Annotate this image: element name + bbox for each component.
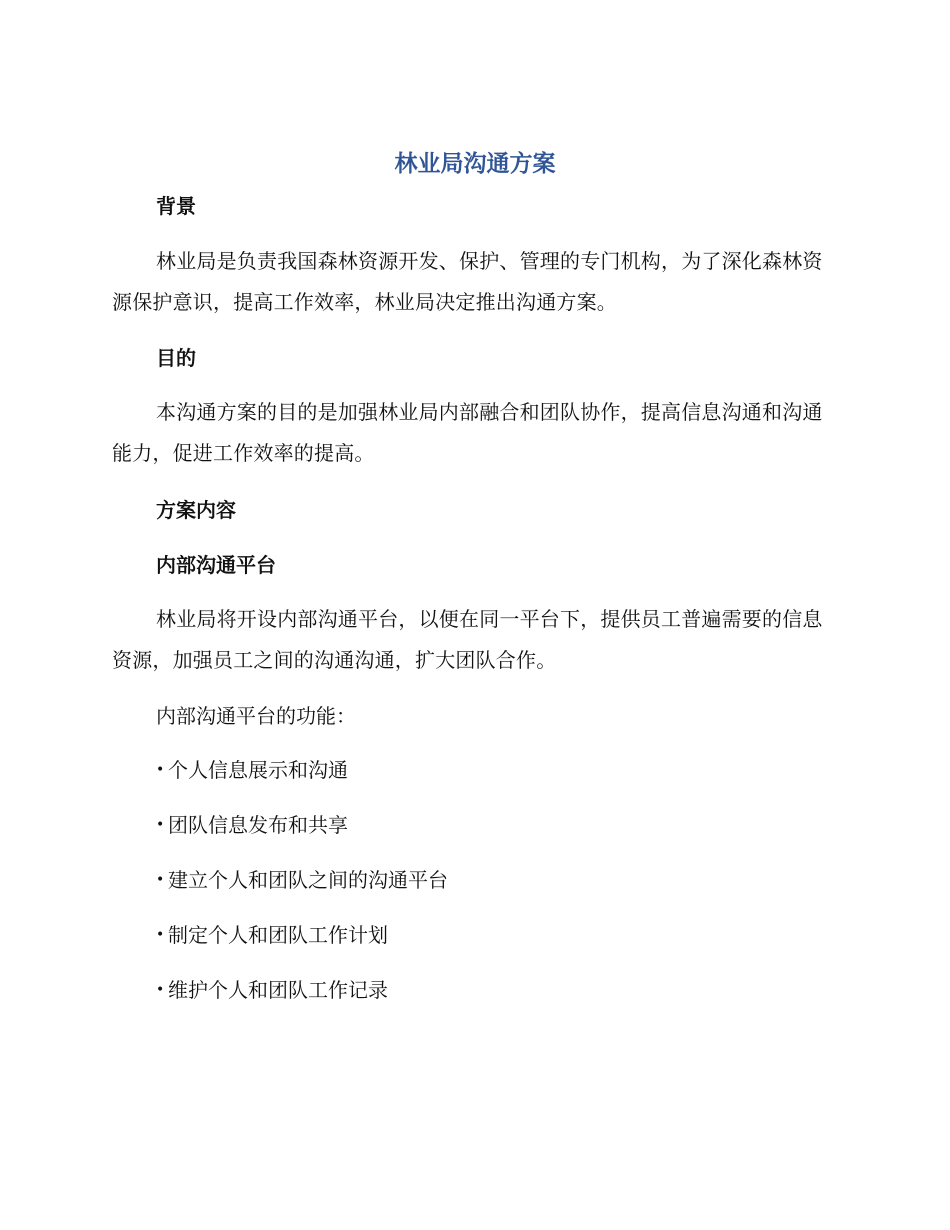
bullet-icon: • [156,762,165,778]
functions-list [156,755,448,1030]
list-item [156,975,448,1005]
list-item-text: 制定个人和团队工作计划 [168,923,388,947]
list-item [156,920,448,950]
list-item [156,755,448,785]
section-heading-platform: 内部沟通平台 [156,553,276,577]
purpose-paragraph: 本沟通方案的目的是加强林业局内部融合和团队协作，提高信息沟通和沟通能力，促进工作效率的提高。 [112,400,823,465]
bullet-icon: • [156,872,165,888]
list-item-text: 维护个人和团队工作记录 [168,978,388,1002]
section-heading-purpose: 目的 [156,346,196,370]
section-heading-background: 背景 [156,194,196,218]
bullet-icon: • [156,817,165,833]
list-item-text: 个人信息展示和沟通 [168,758,348,782]
list-item-text: 团队信息发布和共享 [168,813,348,837]
list-item [156,810,448,840]
list-item [156,865,448,895]
platform-paragraph: 林业局将开设内部沟通平台，以便在同一平台下，提供员工普遍需要的信息资源，加强员工之间的沟通沟通，扩大团队合作。 [112,607,823,672]
list-item-text: 建立个人和团队之间的沟通平台 [168,868,448,892]
page-title: 林业局沟通方案 [394,151,556,177]
background-paragraph: 林业局是负责我国森林资源开发、保护、管理的专门机构，为了深化森林资源保护意识，提高工作效率，林业局决定推出沟通方案。 [112,249,823,314]
bullet-icon: • [156,982,165,998]
section-heading-content: 方案内容 [156,498,236,522]
bullet-icon: • [156,927,165,943]
functions-label: 内部沟通平台的功能： [156,704,356,728]
